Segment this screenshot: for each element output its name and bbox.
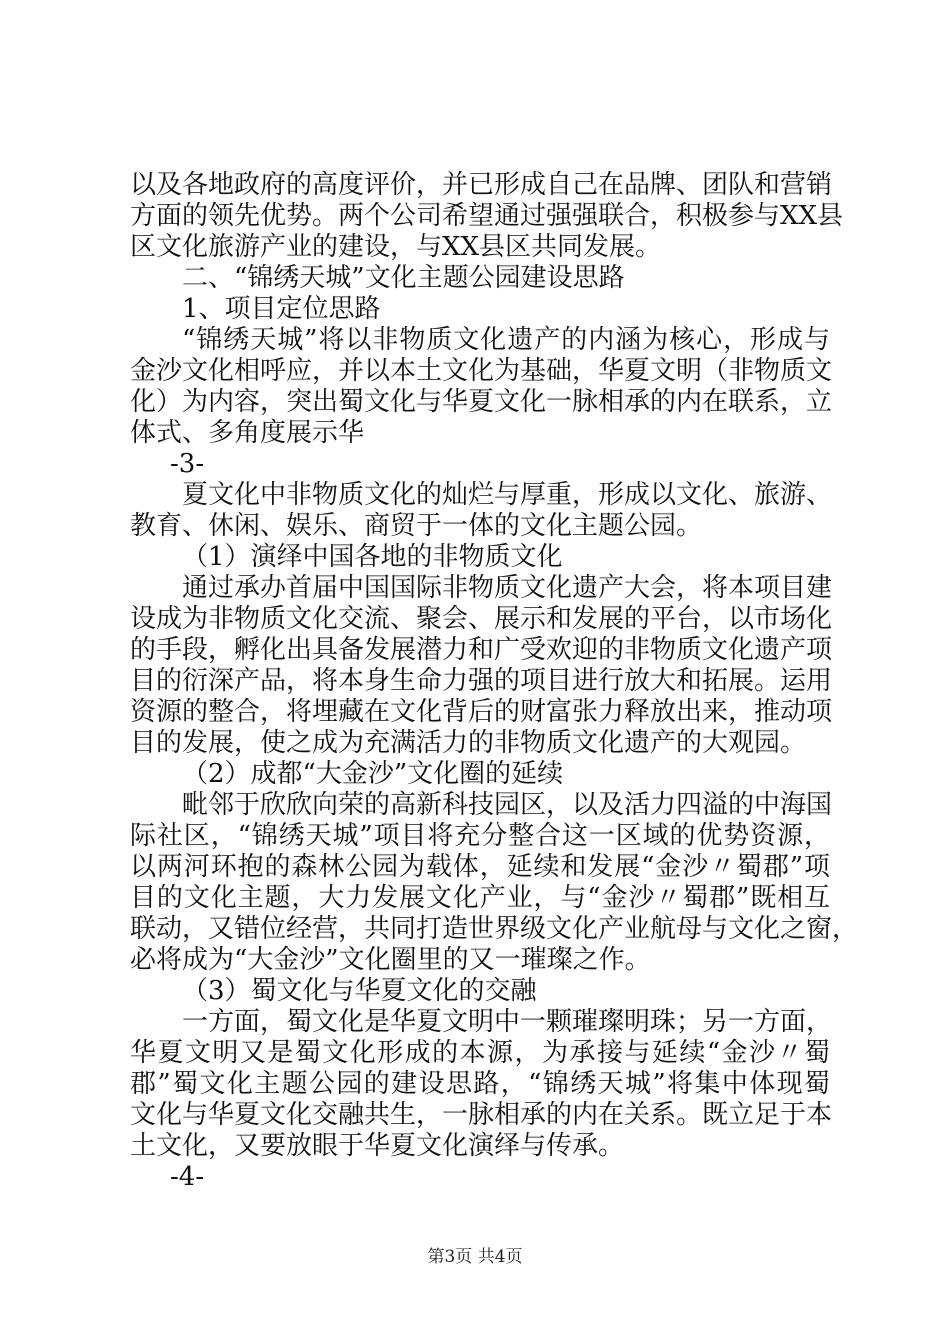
text-line: 目的发展，使之成为充满活力的非物质文化遗产的大观园。 xyxy=(130,728,807,758)
text-line: 文化与华夏文化交融共生，一脉相承的内在关系。既立足于本 xyxy=(130,1100,833,1130)
page-marker: -4- xyxy=(170,1162,205,1192)
text-line: 金沙文化相呼应，并以本土文化为基础，华夏文明（非物质文 xyxy=(130,356,833,386)
text-line: 设成为非物质文化交流、聚会、展示和发展的平台，以市场化 xyxy=(130,604,833,634)
text-line: 华夏文明又是蜀文化形成的本源，为承接与延续“金沙〃蜀 xyxy=(130,1038,830,1068)
text-line: 目的文化主题，大力发展文化产业，与“金沙〃蜀郡”既相互 xyxy=(130,883,830,913)
text-line: 毗邻于欣欣向荣的高新科技园区，以及活力四溢的中海国 xyxy=(182,790,833,820)
page-marker: -3- xyxy=(170,449,205,479)
text-line: 联动，又错位经营，共同打造世界级文化产业航母与文化之窗， xyxy=(130,914,859,944)
text-line: 郡”蜀文化主题公园的建设思路，“锦绣天城”将集中体现蜀 xyxy=(130,1069,830,1099)
text-line: （3）蜀文化与华夏文化的交融 xyxy=(182,976,537,1006)
text-line: 以两河环抱的森林公园为载体，延续和发展“金沙〃蜀郡”项 xyxy=(130,852,830,882)
text-line: 必将成为“大金沙”文化圈里的又一璀璨之作。 xyxy=(130,945,651,975)
text-line: 目的衍深产品，将本身生命力强的项目进行放大和拓展。运用 xyxy=(130,666,833,696)
text-line: 1、项目定位思路 xyxy=(182,294,381,324)
text-line: 土文化，又要放眼于华夏文化演绎与传承。 xyxy=(130,1131,625,1161)
text-line: “锦绣天城”将以非物质文化遗产的内涵为核心，形成与 xyxy=(182,325,830,355)
document-body xyxy=(130,170,859,1193)
text-line: 教育、休闲、娱乐、商贸于一体的文化主题公园。 xyxy=(130,511,703,541)
text-line: 以及各地政府的高度评价，并已形成自己在品牌、团队和营销 xyxy=(130,170,833,200)
text-line: 通过承办首届中国国际非物质文化遗产大会，将本项目建 xyxy=(182,573,833,603)
text-line: 际社区，“锦绣天城”项目将充分整合这一区域的优势资源， xyxy=(130,821,830,851)
text-line: 方面的领先优势。两个公司希望通过强强联合，积极参与XX县 xyxy=(130,201,844,231)
text-line: 夏文化中非物质文化的灿烂与厚重，形成以文化、旅游、 xyxy=(182,480,833,510)
page-footer: 第3页 共4页 xyxy=(427,1247,523,1267)
text-line: 一方面，蜀文化是华夏文明中一颗璀璨明珠；另一方面， xyxy=(182,1007,833,1037)
text-line: 的手段，孵化出具备发展潜力和广受欢迎的非物质文化遗产项 xyxy=(130,635,833,665)
text-line: 区文化旅游产业的建设，与XX县区共同发展。 xyxy=(130,232,662,262)
text-line: 化）为内容，突出蜀文化与华夏文化一脉相承的内在联系，立 xyxy=(130,387,833,417)
text-line: 体式、多角度展示华 xyxy=(130,418,365,448)
text-line: 资源的整合，将埋藏在文化背后的财富张力释放出来，推动项 xyxy=(130,697,833,727)
text-line: （1）演绎中国各地的非物质文化 xyxy=(182,542,563,572)
text-line: （2）成都“大金沙”文化圈的延续 xyxy=(182,759,564,789)
text-line: 二、“锦绣天城”文化主题公园建设思路 xyxy=(182,263,625,293)
